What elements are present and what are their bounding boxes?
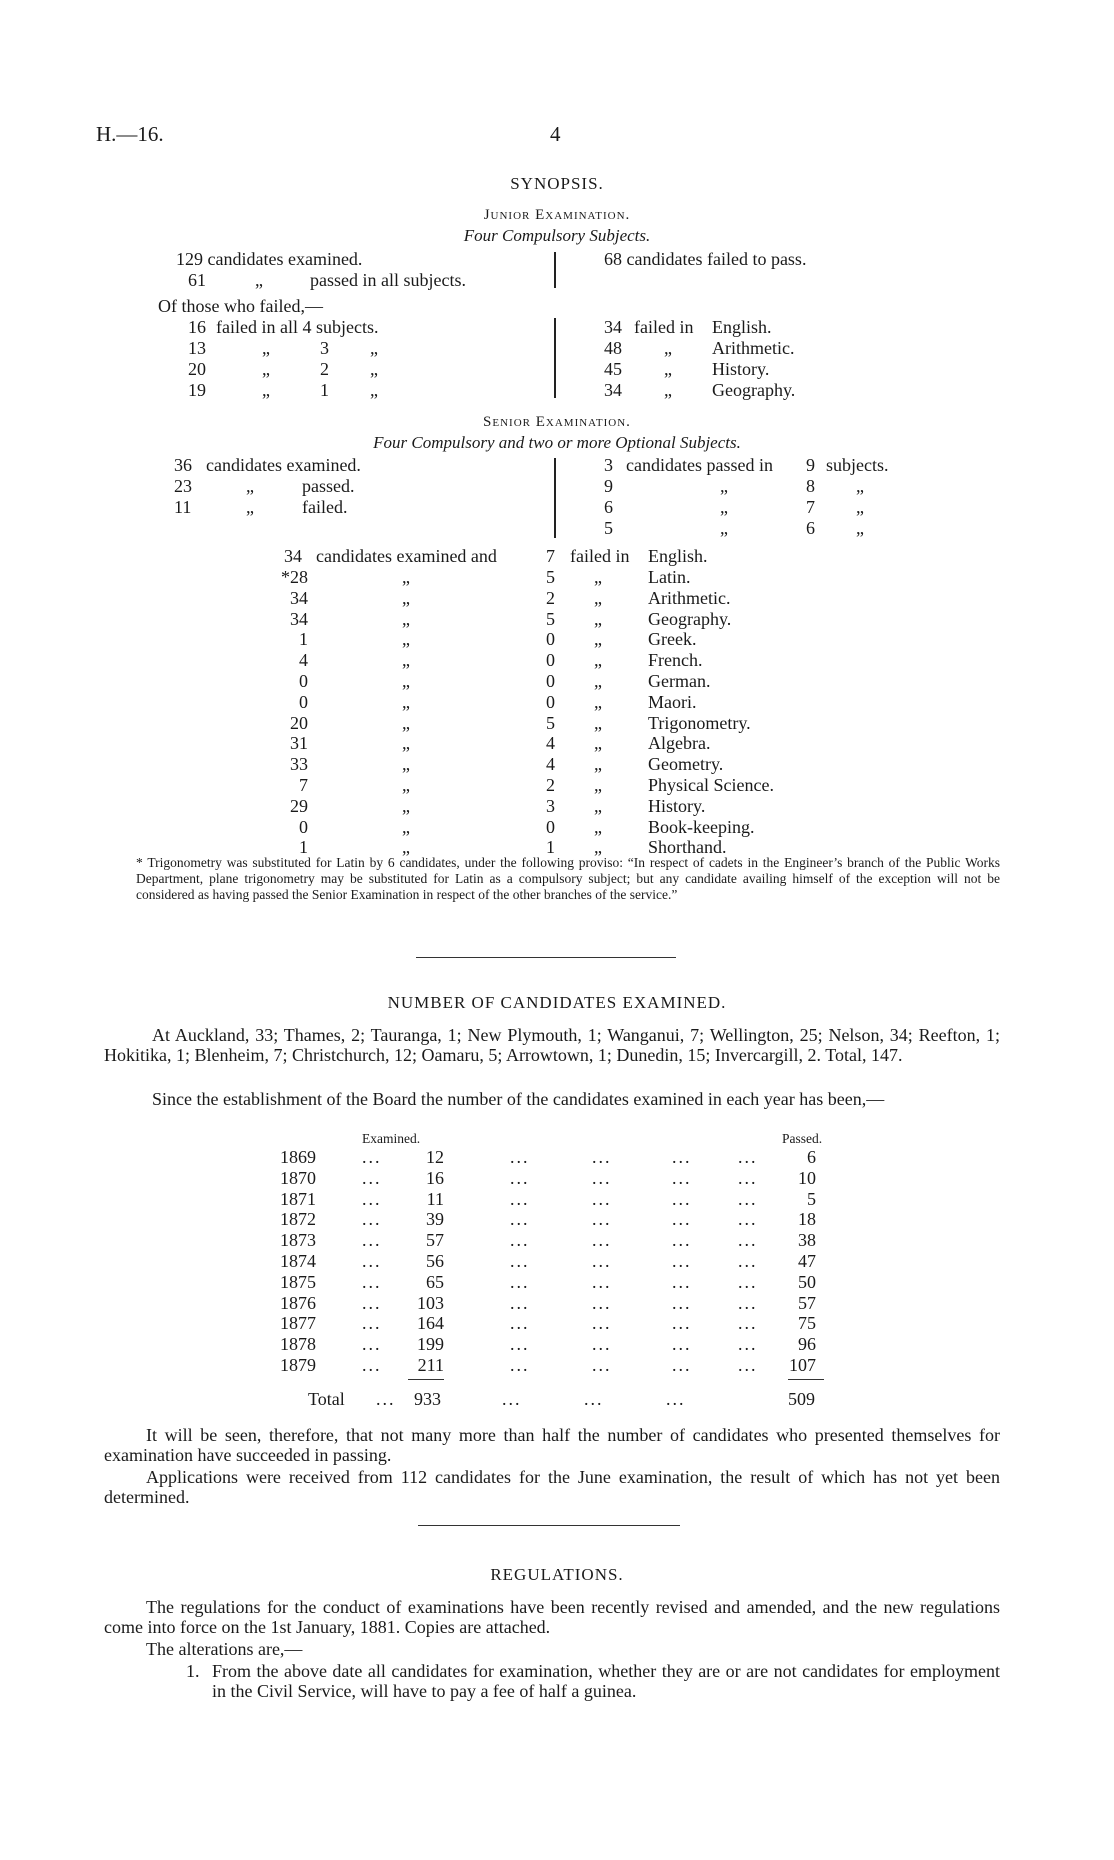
ditto-mark: „ (246, 476, 254, 496)
examined-count: 211 (417, 1355, 444, 1375)
col-header-examined: Examined. (362, 1131, 421, 1146)
junior-left-row-n: 20 (188, 359, 206, 379)
ditto-mark: „ (594, 754, 602, 775)
leader-dots: ... (666, 1389, 686, 1409)
year: 1871 (280, 1188, 316, 1209)
leader-dots: ... (738, 1147, 758, 1167)
ditto-mark: „ (664, 380, 672, 400)
junior-passed-num: 61 (188, 270, 206, 290)
column-divider (554, 458, 556, 538)
subject-examined: *28 (281, 567, 308, 587)
leader-dots: ... (510, 1230, 530, 1251)
ditto-mark: „ (856, 476, 864, 496)
year: 1876 (280, 1292, 316, 1313)
passed-count: 10 (798, 1167, 816, 1188)
subject-failed: 0 (546, 816, 555, 837)
ditto-mark: „ (594, 712, 602, 733)
ditto-mark: „ (402, 567, 410, 587)
junior-failed-intro: Of those who failed,— (158, 296, 323, 316)
leader-dots: ... (738, 1355, 758, 1375)
subject-failed: 3 (546, 795, 555, 816)
candidates-para-4: Applications were received from 112 candidates for the June examination, the result of which has not yet been determined. (104, 1467, 1000, 1507)
ditto-mark: „ (402, 587, 410, 608)
senior-left-text: candidates examined. (206, 455, 361, 475)
ditto-mark: „ (402, 608, 410, 629)
total-rule (408, 1379, 444, 1380)
subject-name: Algebra. (648, 733, 711, 754)
ditto-mark: „ (594, 837, 602, 858)
regulations-para-2: The alterations are,— (146, 1639, 303, 1659)
junior-right-row-subject: History. (712, 359, 770, 379)
junior-right-row-n: 48 (604, 338, 622, 358)
ditto-mark: „ (402, 795, 410, 816)
leader-dots: ... (510, 1334, 530, 1355)
subject-examined-label: candidates examined and (316, 546, 497, 566)
ditto-mark: „ (594, 795, 602, 816)
senior-right-n: 5 (604, 518, 613, 538)
ditto-mark: „ (402, 629, 410, 650)
ditto-mark: „ (370, 338, 378, 358)
leader-dots: ... (362, 1334, 382, 1355)
ditto-mark: „ (594, 671, 602, 691)
leader-dots: ... (502, 1389, 522, 1409)
leader-dots: ... (672, 1230, 692, 1251)
total-label: Total (308, 1389, 345, 1409)
leader-dots: ... (510, 1313, 530, 1334)
leader-dots: ... (738, 1188, 758, 1209)
ditto-mark: „ (402, 650, 410, 671)
junior-left-row-n: 16 (188, 317, 206, 337)
junior-right-row-subject: Arithmetic. (712, 338, 795, 358)
passed-count: 47 (798, 1251, 816, 1271)
ditto-mark: „ (370, 380, 378, 400)
leader-dots: ... (592, 1292, 612, 1313)
junior-left-row-k: 3 (320, 338, 329, 358)
ditto-mark: „ (370, 359, 378, 379)
ditto-mark: „ (402, 733, 410, 754)
junior-right-row-subject: Geography. (712, 380, 796, 400)
year: 1879 (280, 1355, 316, 1375)
passed-count: 96 (798, 1334, 816, 1355)
ditto-mark: „ (594, 650, 602, 671)
ditto-mark: „ (720, 476, 728, 496)
leader-dots: ... (362, 1188, 382, 1209)
senior-right-k: 6 (806, 518, 815, 538)
senior-heading: Senior Examination. (483, 414, 631, 430)
ditto-mark: „ (594, 608, 602, 629)
year: 1877 (280, 1313, 316, 1334)
leader-dots: ... (672, 1334, 692, 1355)
senior-right-n: 9 (604, 476, 613, 496)
leader-dots: ... (672, 1251, 692, 1271)
examined-count: 57 (426, 1230, 444, 1251)
footnote: * Trigonometry was substituted for Latin by 6 candidates, under the following proviso: “In respect of cadets in the Engineer’s branch of the Public Works Department, plane trigonometry may be substituted for Latin as a compulsory subject; but any candidate availing himself of the exception will not be considered as having passed the Senior Examination in respect of the other branches of the service.” (136, 855, 1000, 902)
leader-dots: ... (672, 1313, 692, 1334)
subject-examined: 4 (299, 650, 308, 671)
leader-dots: ... (510, 1209, 530, 1230)
subject-failed: 5 (546, 567, 555, 587)
ditto-mark: „ (720, 497, 728, 517)
junior-heading: Junior Examination. (483, 207, 631, 223)
subject-name: Arithmetic. (648, 587, 731, 608)
subject-name: Geometry. (648, 754, 724, 775)
leader-dots: ... (738, 1292, 758, 1313)
senior-right-k: 7 (806, 497, 815, 517)
junior-left-row-n: 13 (188, 338, 206, 358)
senior-left-n: 11 (174, 497, 192, 517)
regulations-title: REGULATIONS. (490, 1565, 624, 1584)
document-reference: H.—16. (96, 122, 164, 146)
regulations-item-1: From the above date all candidates for examination, whether they are or are not candidates for employment in the Civil Service, will have to pay a fee of half a guinea. (212, 1661, 1000, 1701)
subject-failed: 7 (546, 546, 555, 566)
examined-count: 39 (426, 1209, 444, 1230)
subject-name: English. (648, 546, 708, 566)
subject-failed: 1 (546, 837, 555, 858)
leader-dots: ... (672, 1209, 692, 1230)
subject-examined: 33 (290, 754, 308, 775)
junior-passed-text: passed in all subjects. (310, 270, 466, 290)
passed-count: 75 (798, 1313, 816, 1334)
leader-dots: ... (362, 1230, 382, 1251)
leader-dots: ... (510, 1251, 530, 1271)
examined-count: 12 (426, 1147, 444, 1167)
ditto-mark: „ (594, 629, 602, 650)
subject-name: Shorthand. (648, 837, 727, 858)
leader-dots: ... (510, 1167, 530, 1188)
senior-left-n: 36 (174, 455, 192, 475)
subject-examined: 29 (290, 795, 308, 816)
junior-left-row-text: failed in all 4 subjects. (216, 317, 379, 337)
subject-failed: 5 (546, 608, 555, 629)
ditto-mark: „ (856, 518, 864, 538)
junior-left-row-k: 1 (320, 380, 329, 400)
senior-right-tail: subjects. (826, 455, 889, 475)
subject-failed: 0 (546, 671, 555, 691)
leader-dots: ... (672, 1188, 692, 1209)
junior-failed-count: 68 candidates failed to pass. (604, 249, 807, 269)
leader-dots: ... (510, 1188, 530, 1209)
subject-examined: 0 (299, 691, 308, 712)
leader-dots: ... (592, 1334, 612, 1355)
subject-failed-label: failed in (570, 546, 630, 566)
ditto-mark: „ (402, 754, 410, 775)
leader-dots: ... (584, 1389, 604, 1409)
passed-count: 50 (798, 1271, 816, 1292)
ditto-mark: „ (664, 359, 672, 379)
junior-left-row-n: 19 (188, 380, 206, 400)
leader-dots: ... (738, 1209, 758, 1230)
examined-count: 65 (426, 1271, 444, 1292)
subject-failed: 0 (546, 629, 555, 650)
subject-failed: 0 (546, 691, 555, 712)
subject-examined: 34 (284, 546, 302, 566)
ditto-mark: „ (594, 733, 602, 754)
leader-dots: ... (738, 1313, 758, 1334)
total-examined: 933 (414, 1389, 441, 1409)
senior-left-n: 23 (174, 476, 192, 496)
subject-name: Trigonometry. (648, 712, 751, 733)
section-divider (416, 957, 676, 958)
year: 1869 (280, 1147, 316, 1167)
junior-right-row-subject: English. (712, 317, 772, 337)
leader-dots: ... (362, 1251, 382, 1271)
section-divider (418, 1525, 680, 1526)
junior-left-row-k: 2 (320, 359, 329, 379)
ditto-mark: „ (856, 497, 864, 517)
leader-dots: ... (592, 1209, 612, 1230)
leader-dots: ... (510, 1271, 530, 1292)
leader-dots: ... (672, 1147, 692, 1167)
leader-dots: ... (362, 1292, 382, 1313)
leader-dots: ... (672, 1167, 692, 1188)
column-divider (554, 318, 556, 398)
candidates-para-1: At Auckland, 33; Thames, 2; Tauranga, 1; New Plymouth, 1; Wanganui, 7; Wellington, 25; Nelson, 34; Reefton, 1; Hokitika, 1; Blenheim, 7; Christchurch, 12; Oamaru, 5; Arrowtown, 1; Dunedin, 15; Invercargill, 2. Total, 147. (104, 1025, 1000, 1065)
ditto-mark: „ (262, 338, 270, 358)
ditto-mark: „ (402, 816, 410, 837)
regulations-para-1: The regulations for the conduct of examinations have been recently revised and amended, and the new regulations come into force on the 1st January, 1881. Copies are attached. (104, 1597, 1000, 1637)
leader-dots: ... (362, 1167, 382, 1188)
subject-examined: 20 (290, 712, 308, 733)
passed-count: 5 (807, 1188, 816, 1209)
senior-left-text: failed. (302, 497, 348, 517)
year: 1873 (280, 1230, 316, 1251)
ditto-mark: „ (594, 816, 602, 837)
subject-failed: 2 (546, 587, 555, 608)
senior-right-n: 6 (604, 497, 613, 517)
leader-dots: ... (738, 1334, 758, 1355)
senior-right-k: 9 (806, 455, 815, 475)
leader-dots: ... (362, 1313, 382, 1334)
leader-dots: ... (510, 1147, 530, 1167)
passed-count: 107 (789, 1355, 816, 1375)
subject-examined: 0 (299, 816, 308, 837)
subject-name: Book-keeping. (648, 816, 755, 837)
leader-dots: ... (362, 1147, 382, 1167)
senior-right-text: candidates passed in (626, 455, 773, 475)
passed-count: 6 (807, 1147, 816, 1167)
total-passed: 509 (788, 1389, 815, 1409)
ditto-mark: „ (594, 587, 602, 608)
leader-dots: ... (738, 1230, 758, 1251)
total-rule (788, 1379, 824, 1380)
subject-failed: 2 (546, 775, 555, 795)
subject-examined: 31 (290, 733, 308, 754)
ditto-mark: „ (402, 691, 410, 712)
passed-count: 18 (798, 1209, 816, 1230)
ditto-mark: „ (594, 775, 602, 795)
ditto-mark: „ (402, 837, 410, 858)
ditto-mark: „ (594, 691, 602, 712)
subject-name: Latin. (648, 567, 691, 587)
ditto-mark: „ (594, 567, 602, 587)
leader-dots: ... (672, 1355, 692, 1375)
passed-count: 38 (798, 1230, 816, 1251)
leader-dots: ... (592, 1230, 612, 1251)
leader-dots: ... (592, 1147, 612, 1167)
subject-examined: 34 (290, 587, 308, 608)
leader-dots: ... (672, 1292, 692, 1313)
subject-examined: 7 (299, 775, 308, 795)
leader-dots: ... (738, 1271, 758, 1292)
leader-dots: ... (592, 1167, 612, 1188)
leader-dots: ... (592, 1355, 612, 1375)
year: 1870 (280, 1167, 316, 1188)
subject-name: Maori. (648, 691, 697, 712)
leader-dots: ... (592, 1188, 612, 1209)
passed-count: 57 (798, 1292, 816, 1313)
junior-right-row-n: 45 (604, 359, 622, 379)
ditto-mark: „ (402, 712, 410, 733)
subject-examined: 1 (299, 837, 308, 858)
senior-right-n: 3 (604, 455, 613, 475)
subject-examined: 0 (299, 671, 308, 691)
leader-dots: ... (592, 1313, 612, 1334)
subject-failed: 5 (546, 712, 555, 733)
leader-dots: ... (362, 1209, 382, 1230)
ditto-mark: „ (664, 338, 672, 358)
subject-examined: 1 (299, 629, 308, 650)
subject-name: History. (648, 795, 706, 816)
examined-count: 164 (417, 1313, 444, 1334)
ditto-mark: „ (720, 518, 728, 538)
junior-right-row-n: 34 (604, 380, 622, 400)
leader-dots: ... (738, 1167, 758, 1188)
junior-right-row-text: failed in (634, 317, 694, 337)
ditto-mark: „ (262, 359, 270, 379)
leader-dots: ... (592, 1271, 612, 1292)
examined-count: 16 (426, 1167, 444, 1188)
examined-count: 103 (417, 1292, 444, 1313)
candidates-para-2: Since the establishment of the Board the number of the candidates examined in each year has been,— (152, 1089, 885, 1109)
page-number: 4 (550, 122, 561, 146)
ditto-mark: „ (246, 497, 254, 517)
subject-name: Greek. (648, 629, 697, 650)
leader-dots: ... (362, 1271, 382, 1292)
subject-name: French. (648, 650, 703, 671)
year: 1875 (280, 1271, 316, 1292)
leader-dots: ... (376, 1389, 396, 1409)
ditto-mark: „ (402, 775, 410, 795)
ditto-mark: „ (255, 270, 263, 290)
senior-subheading: Four Compulsory and two or more Optional Subjects. (373, 433, 741, 452)
examined-count: 199 (417, 1334, 444, 1355)
examined-count: 11 (426, 1188, 444, 1209)
year: 1872 (280, 1209, 316, 1230)
candidates-para-3: It will be seen, therefore, that not many more than half the number of candidates who presented themselves for examination have succeeded in passing. (104, 1425, 1000, 1465)
synopsis-title: SYNOPSIS. (510, 174, 604, 193)
subject-failed: 4 (546, 754, 555, 775)
leader-dots: ... (510, 1355, 530, 1375)
subject-name: German. (648, 671, 711, 691)
subject-name: Physical Science. (648, 775, 774, 795)
senior-left-text: passed. (302, 476, 355, 496)
col-header-passed: Passed. (782, 1131, 823, 1146)
senior-right-k: 8 (806, 476, 815, 496)
leader-dots: ... (738, 1251, 758, 1271)
junior-subheading: Four Compulsory Subjects. (463, 226, 651, 245)
year: 1878 (280, 1334, 316, 1355)
subject-name: Geography. (648, 608, 732, 629)
leader-dots: ... (672, 1271, 692, 1292)
examined-count: 56 (426, 1251, 444, 1271)
subject-examined: 34 (290, 608, 308, 629)
subject-failed: 4 (546, 733, 555, 754)
leader-dots: ... (592, 1251, 612, 1271)
column-divider (554, 252, 556, 288)
ditto-mark: „ (402, 671, 410, 691)
subject-failed: 0 (546, 650, 555, 671)
candidates-title: NUMBER OF CANDIDATES EXAMINED. (387, 993, 727, 1012)
leader-dots: ... (510, 1292, 530, 1313)
year: 1874 (280, 1251, 316, 1271)
regulations-item-number: 1. (186, 1661, 200, 1681)
ditto-mark: „ (262, 380, 270, 400)
junior-examined: 129 candidates examined. (176, 249, 363, 269)
junior-right-row-n: 34 (604, 317, 622, 337)
leader-dots: ... (362, 1355, 382, 1375)
